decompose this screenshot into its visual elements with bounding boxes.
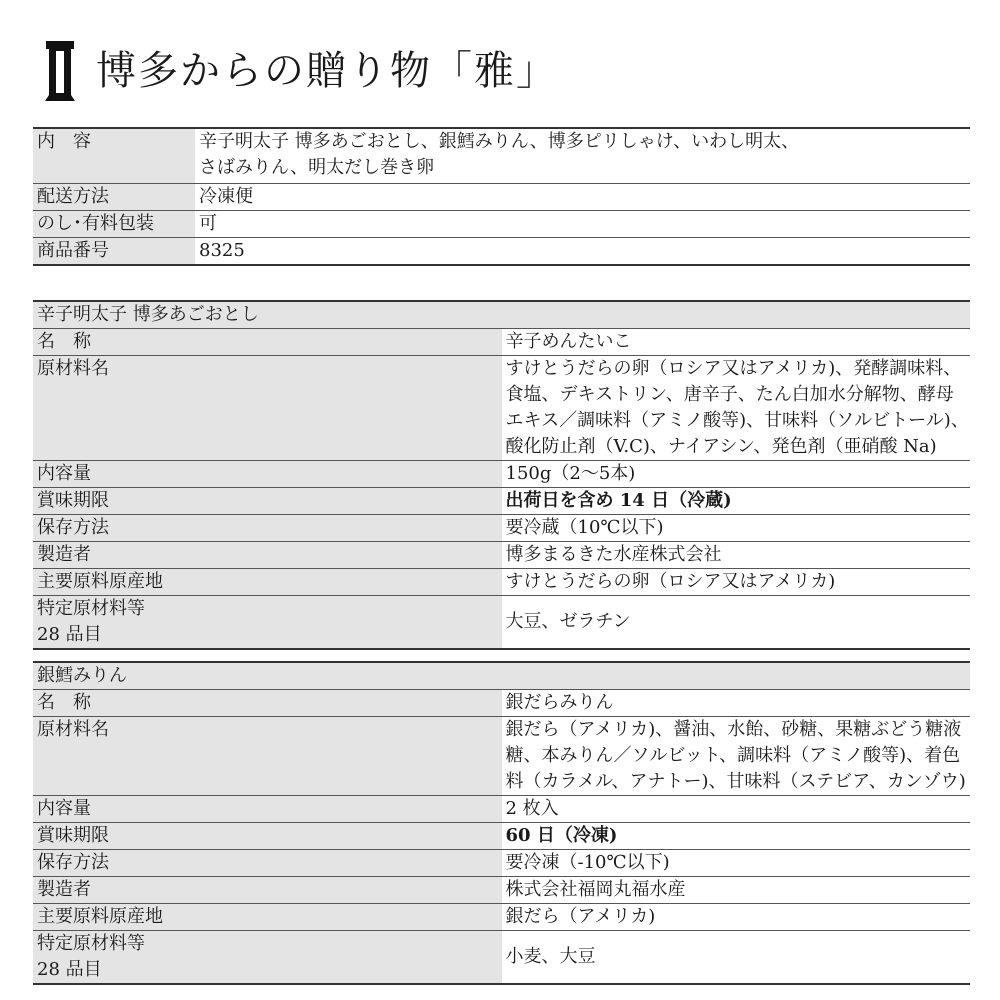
overview-table — [33, 127, 970, 266]
row-label: 賞味期限 — [33, 823, 502, 850]
row-label: 保存方法 — [33, 850, 502, 877]
row-value: すけとうだらの卵（ロシア又はアメリカ)、発酵調味料、食塩、デキストリン、唐辛子、たん白加水分解物、酵母エキス／調味料（アミノ酸等)、甘味料（ソルビトール)、酸化防止剤（V.C)、ナイアシン、発色剤（亜硝酸 Na) — [502, 356, 971, 461]
table-row — [33, 690, 970, 717]
row-value: 出荷日を含め 14 日（冷蔵) — [502, 488, 971, 515]
table-row — [33, 488, 970, 515]
row-value: 小麦、大豆 — [502, 931, 971, 985]
row-value: すけとうだらの卵（ロシア又はアメリカ) — [502, 569, 971, 596]
allergen-label-line-1: 特定原材料等 — [37, 933, 145, 954]
page-header — [44, 36, 558, 106]
row-value: 要冷蔵（10℃以下) — [502, 515, 971, 542]
row-label: 主要原料原産地 — [33, 569, 502, 596]
page-title: 博多からの贈り物「雅」 — [96, 48, 558, 94]
row-label: 原材料名 — [33, 717, 502, 796]
row-label — [33, 596, 502, 650]
row-label: 製造者 — [33, 877, 502, 904]
row-value: 2 枚入 — [502, 796, 971, 823]
table-row — [33, 850, 970, 877]
row-label: 主要原料原産地 — [33, 904, 502, 931]
row-value: 辛子めんたいこ — [502, 329, 971, 356]
row-label: 配送方法 — [33, 183, 195, 210]
table-row — [33, 183, 970, 210]
table-row — [33, 717, 970, 796]
row-value: 株式会社福岡丸福水産 — [502, 877, 971, 904]
table-row — [33, 569, 970, 596]
table-row — [33, 237, 970, 265]
product-table-mentaiko — [33, 300, 970, 650]
row-value: 冷凍便 — [195, 183, 970, 210]
row-value: 大豆、ゼラチン — [502, 596, 971, 650]
table-row — [33, 329, 970, 356]
table-row — [33, 877, 970, 904]
contents-line-2: さばみりん、明太だし巻き卵 — [199, 157, 435, 178]
table-row — [33, 515, 970, 542]
row-label: 名 称 — [33, 329, 502, 356]
row-value: 150g（2～5本) — [502, 461, 971, 488]
table-row — [33, 210, 970, 237]
product-table-gindara — [33, 661, 970, 985]
table-row — [33, 796, 970, 823]
table-row — [33, 662, 970, 690]
contents-line-1: 辛子明太子 博多あごおとし、銀鱈みりん、博多ピリしゃけ、いわし明太、 — [199, 131, 800, 152]
row-label: 賞味期限 — [33, 488, 502, 515]
row-label: 保存方法 — [33, 515, 502, 542]
row-value: 60 日（冷凍) — [502, 823, 971, 850]
row-label: 商品番号 — [33, 237, 195, 265]
table-row — [33, 356, 970, 461]
row-label: 内 容 — [33, 128, 195, 183]
section-heading: 辛子明太子 博多あごおとし — [33, 301, 970, 329]
row-label: 名 称 — [33, 690, 502, 717]
table-row — [33, 542, 970, 569]
allergen-label-line-2: 28 品目 — [37, 959, 102, 980]
row-value: 8325 — [195, 237, 970, 265]
row-label: のし･有料包装 — [33, 210, 195, 237]
table-row — [33, 904, 970, 931]
row-label: 製造者 — [33, 542, 502, 569]
allergen-label-line-2: 28 品目 — [37, 624, 102, 645]
table-row — [33, 931, 970, 985]
table-row — [33, 461, 970, 488]
row-label: 原材料名 — [33, 356, 502, 461]
row-value: 博多まるきた水産株式会社 — [502, 542, 971, 569]
brand-mark-icon — [44, 39, 76, 103]
row-label: 内容量 — [33, 796, 502, 823]
row-value: 銀だらみりん — [502, 690, 971, 717]
row-value: 銀だら（アメリカ)、醤油、水飴、砂糖、果糖ぶどう糖液糖、本みりん／ソルビット、調味料（アミノ酸等)、着色料（カラメル、アナトー)、甘味料（ステビア、カンゾウ) — [502, 717, 971, 796]
row-value: 要冷凍（-10℃以下) — [502, 850, 971, 877]
allergen-label-line-1: 特定原材料等 — [37, 598, 145, 619]
table-row — [33, 823, 970, 850]
row-label — [33, 931, 502, 985]
row-label: 内容量 — [33, 461, 502, 488]
table-row — [33, 596, 970, 650]
row-value: 銀だら（アメリカ) — [502, 904, 971, 931]
table-row — [33, 128, 970, 183]
row-value: 可 — [195, 210, 970, 237]
table-row — [33, 301, 970, 329]
section-heading: 銀鱈みりん — [33, 662, 970, 690]
row-value — [195, 128, 970, 183]
